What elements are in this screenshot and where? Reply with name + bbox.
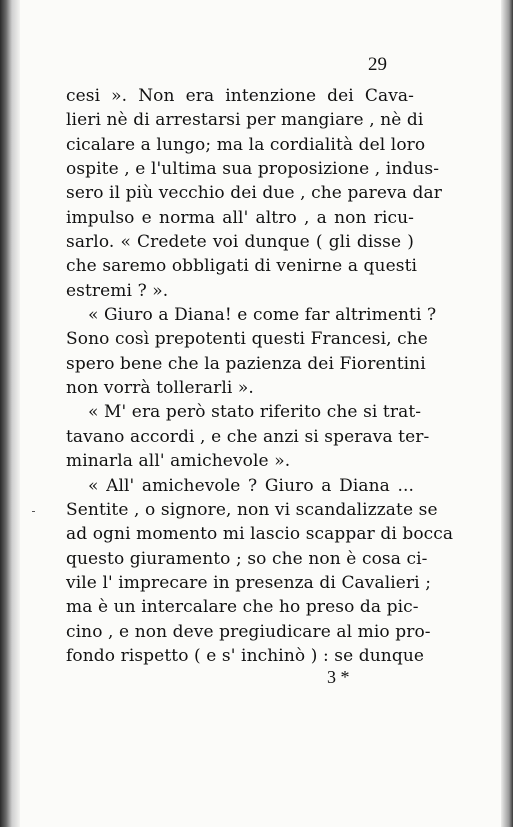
- text-line: fondo rispetto ( e s' inchinò ) : se dunque: [66, 645, 425, 666]
- text-line: ad ogni momento mi lascio scappar di bocca: [66, 524, 454, 545]
- text-line: minarla all' amichevole ».: [66, 451, 291, 472]
- scan-speck: [32, 511, 35, 512]
- text-line: cesi ». Non era intenzione dei Cava-: [66, 86, 414, 106]
- signature-mark: 3 *: [327, 667, 350, 687]
- text-line: lieri nè di arrestarsi per mangiare , nè di: [66, 110, 424, 131]
- text-line: Sentite , o signore, non vi scandalizzate se: [66, 499, 438, 520]
- text-line: non vorrà tollerarli ».: [66, 378, 254, 399]
- text-line: cino , e non deve pregiudicare al mio pro-: [66, 621, 431, 642]
- scan-edge-right: [501, 0, 513, 827]
- text-line: ospite , e l'ultima sua proposizione , indus-: [66, 159, 440, 180]
- text-line: « Giuro a Diana! e come far altrimenti ?: [88, 305, 437, 326]
- text-line: spero bene che la pazienza dei Fiorentini: [66, 353, 426, 374]
- text-line: sarlo. « Credete voi dunque ( gli disse ): [66, 232, 414, 253]
- text-line: Sono così prepotenti questi Francesi, che: [66, 329, 428, 350]
- text-line: questo giuramento ; so che non è cosa ci-: [66, 548, 428, 569]
- text-line: tavano accordi , e che anzi si sperava ter-: [66, 426, 430, 447]
- text-line: estremi ? ».: [66, 280, 169, 301]
- page-number: 29: [368, 54, 387, 75]
- text-line: impulso e norma all' altro , a non ricu-: [66, 207, 414, 228]
- text-line: ma è un intercalare che ho preso da pic-: [66, 597, 419, 618]
- text-line: « M' era però stato riferito che si trat-: [88, 402, 422, 423]
- text-line: « All' amichevole ? Giuro a Diana ...: [88, 475, 414, 496]
- text-line: che saremo obbligati di venirne a questi: [66, 256, 418, 277]
- text-line: vile l' imprecare in presenza di Cavalieri ;: [66, 572, 432, 593]
- scan-edge-left: [0, 0, 20, 827]
- body-text: [66, 84, 454, 668]
- text-line: sero il più vecchio dei due , che pareva dar: [66, 183, 442, 204]
- text-line: cicalare a lungo; ma la cordialità del loro: [66, 134, 426, 155]
